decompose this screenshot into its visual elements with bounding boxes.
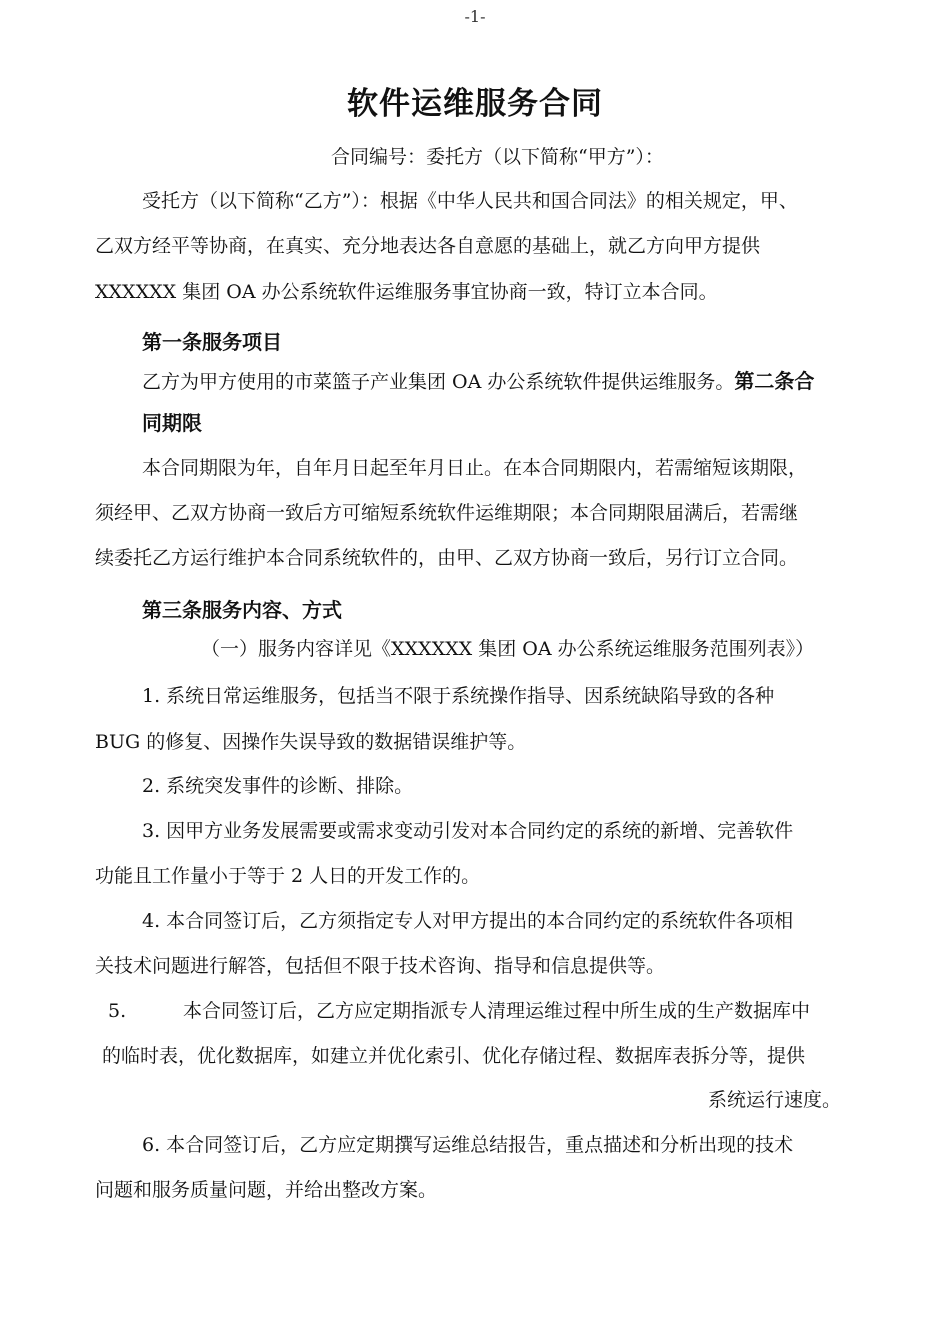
- article-2-line-1: 本合同期限为年，自年月日起至年月日止。在本合同期限内，若需缩短该期限，: [142, 457, 808, 479]
- contract-number-line: 合同编号：委托方（以下简称“甲方”）：: [331, 146, 664, 168]
- article-2-heading-part-1: 第二条合: [734, 369, 815, 393]
- item-1-line-2: BUG 的修复、因操作失误导致的数据错误维护等。: [95, 731, 527, 753]
- item-4-line-1: 4. 本合同签订后，乙方须指定专人对甲方提出的本合同约定的系统软件各项相: [142, 910, 794, 932]
- article-2-line-3: 续委托乙方运行维护本合同系统软件的，由甲、乙双方协商一致后，另行订立合同。: [95, 547, 799, 569]
- item-6-line-2: 问题和服务质量问题，并给出整改方案。: [95, 1179, 438, 1201]
- item-5-line-3: 系统运行速度。: [708, 1089, 842, 1111]
- article-3-heading: 第三条服务内容、方式: [142, 598, 342, 622]
- article-2-heading-part-2: 同期限: [142, 411, 202, 435]
- article-3-subheading: （一）服务内容详见《XXXXXX 集团 OA 办公系统运维服务范围列表》）: [201, 638, 815, 660]
- item-3-line-2: 功能且工作量小于等于 2 人日的开发工作的。: [95, 865, 481, 887]
- item-1-line-1: 1. 系统日常运维服务，包括当不限于系统操作指导、因系统缺陷导致的各种: [142, 685, 775, 707]
- item-4-line-2: 关技术问题进行解答，包括但不限于技术咨询、指导和信息提供等。: [95, 955, 666, 977]
- page-number: -1-: [464, 7, 486, 26]
- item-3-line-1: 3. 因甲方业务发展需要或需求变动引发对本合同约定的系统的新增、完善软件: [142, 820, 794, 842]
- intro-line-3: XXXXXX 集团 OA 办公系统软件运维服务事宜协商一致，特订立本合同。: [95, 281, 718, 303]
- item-5-number: 5.: [108, 1000, 127, 1022]
- item-6-line-1: 6. 本合同签订后，乙方应定期撰写运维总结报告，重点描述和分析出现的技术: [142, 1134, 794, 1156]
- article-1-heading: 第一条服务项目: [142, 330, 282, 354]
- article-1-body: [142, 368, 814, 395]
- intro-line-1: 受托方（以下简称“乙方”）：根据《中华人民共和国合同法》的相关规定，甲、: [142, 190, 798, 212]
- intro-line-2: 乙双方经平等协商，在真实、充分地表达各自意愿的基础上，就乙方向甲方提供: [95, 235, 761, 257]
- item-2-line-1: 2. 系统突发事件的诊断、排除。: [142, 775, 414, 797]
- document-title: 软件运维服务合同: [347, 86, 603, 122]
- article-2-line-2: 须经甲、乙双方协商一致后方可缩短系统软件运维期限；本合同期限届满后，若需继: [95, 502, 799, 524]
- item-5-line-2: 的临时表，优化数据库，如建立并优化索引、优化存储过程、数据库表拆分等，提供: [102, 1045, 806, 1067]
- article-1-text: 乙方为甲方使用的市菜篮子产业集团 OA 办公系统软件提供运维服务。: [142, 371, 735, 393]
- item-5-line-1: 本合同签订后，乙方应定期指派专人清理运维过程中所生成的生产数据库中: [183, 1000, 811, 1022]
